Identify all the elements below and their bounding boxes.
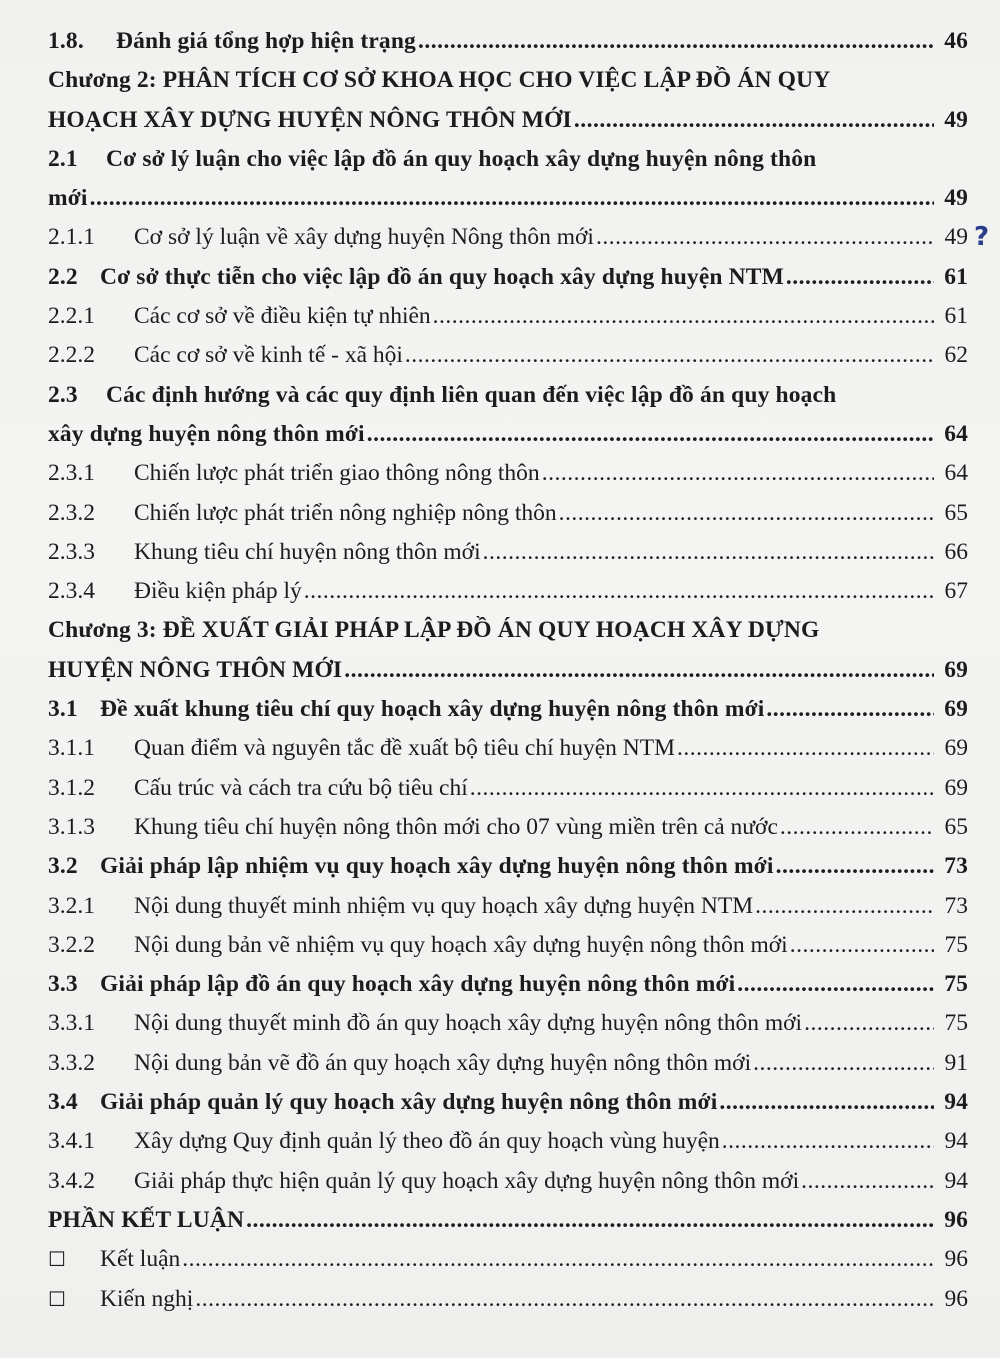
toc-page-number: 49 xyxy=(944,106,968,133)
toc-page-number: 67 xyxy=(944,578,968,605)
toc-title: Các định hướng và các quy định liên quan đến việc lập đồ án quy hoạch xyxy=(106,381,837,408)
toc-page-number: 69 xyxy=(944,774,968,801)
toc-number: 2.2.1 xyxy=(48,303,95,330)
toc-title: Điều kiện pháp lý xyxy=(134,578,302,605)
toc-number: 3.3 xyxy=(48,971,78,998)
toc-page-number: 94 xyxy=(944,1128,968,1155)
toc-page-number: 73 xyxy=(944,853,968,880)
toc-number: 2.3 xyxy=(48,381,78,408)
toc-number: 2.3.4 xyxy=(48,578,95,605)
toc-number: 3.3.2 xyxy=(48,1049,95,1076)
dot-leader xyxy=(801,1162,934,1201)
toc-entry-chapter-2-cont xyxy=(48,101,968,140)
toc-entry-2-1-1 xyxy=(48,218,968,257)
toc-title: Giải pháp quản lý quy hoạch xây dựng huyện nông thôn mới xyxy=(100,1089,718,1116)
toc-entry-2-3-1 xyxy=(48,454,968,493)
toc-entry-3-3-2 xyxy=(48,1044,968,1083)
toc-title: Đánh giá tổng hợp hiện trạng xyxy=(116,28,416,54)
toc-title: Quan điểm và nguyên tắc đề xuất bộ tiêu chí huyện NTM xyxy=(134,735,676,762)
dot-leader xyxy=(559,494,934,533)
toc-page-number: 64 xyxy=(944,420,968,447)
toc-entry-2-2-1 xyxy=(48,297,968,336)
dot-leader xyxy=(304,572,934,611)
toc-page-number: 75 xyxy=(944,1010,968,1037)
dot-leader xyxy=(574,101,934,140)
toc-title: Các cơ sở về điều kiện tự nhiên xyxy=(134,303,431,330)
toc-title: Nội dung bản vẽ nhiệm vụ quy hoạch xây dựng huyện nông thôn mới xyxy=(134,931,788,958)
toc-entry-3-1-3 xyxy=(48,808,968,847)
dot-leader xyxy=(804,1004,934,1043)
toc-number: 3.2.2 xyxy=(48,931,95,958)
dot-leader xyxy=(542,454,934,493)
dot-leader xyxy=(90,179,934,218)
dot-leader xyxy=(753,1044,934,1083)
toc-title: Kiến nghị xyxy=(100,1285,194,1312)
toc-entry-ket-luan xyxy=(48,1240,968,1279)
toc-number: 3.4.2 xyxy=(48,1167,95,1194)
toc-title: Cấu trúc và cách tra cứu bộ tiêu chí xyxy=(134,774,468,801)
toc-title: Nội dung bản vẽ đồ án quy hoạch xây dựng huyện nông thôn mới xyxy=(134,1049,752,1076)
toc-entry-2-3-4 xyxy=(48,572,968,611)
toc-entry-3-3-1 xyxy=(48,1004,968,1043)
toc-title: Chiến lược phát triển nông nghiệp nông thôn xyxy=(134,499,557,526)
toc-title: Chương 3: ĐỀ XUẤT GIẢI PHÁP LẬP ĐỒ ÁN QUY HOẠCH XÂY DỰNG xyxy=(48,617,820,644)
toc-entry-2-3 xyxy=(48,376,968,415)
dot-leader xyxy=(182,1240,934,1279)
toc-page-number: 49 xyxy=(944,185,968,212)
toc-entry-1-8 xyxy=(48,22,968,61)
toc-entry-2-1-cont xyxy=(48,179,968,218)
dot-leader xyxy=(719,1083,934,1122)
toc-title: xây dựng huyện nông thôn mới xyxy=(48,420,365,447)
toc-number: 2.3.3 xyxy=(48,538,95,565)
toc-page-number: 94 xyxy=(944,1089,968,1116)
toc-page-number: 61 xyxy=(944,263,968,290)
toc-number: 1.8. xyxy=(48,28,84,54)
toc-entry-chapter-3 xyxy=(48,611,968,650)
toc-title: Giải pháp lập đồ án quy hoạch xây dựng huyện nông thôn mới xyxy=(100,971,736,998)
toc-entry-conclusion xyxy=(48,1201,968,1240)
dot-leader xyxy=(776,847,934,886)
toc-page-number: 94 xyxy=(944,1167,968,1194)
toc-number: 3.1 xyxy=(48,696,78,723)
toc-page-number: 49 xyxy=(944,224,968,251)
toc-title: Xây dựng Quy định quản lý theo đồ án quy hoạch vùng huyện xyxy=(134,1128,720,1155)
toc-number: 3.2.1 xyxy=(48,892,95,919)
toc-page-number: 65 xyxy=(944,499,968,526)
dot-leader xyxy=(786,258,934,297)
toc-page-number: 75 xyxy=(944,971,968,998)
toc-number: 3.1.2 xyxy=(48,774,95,801)
toc-entry-3-2-1 xyxy=(48,887,968,926)
toc-page-number: 46 xyxy=(944,28,968,54)
toc-title: HUYỆN NÔNG THÔN MỚI xyxy=(48,656,343,683)
toc-number: 3.4.1 xyxy=(48,1128,95,1155)
toc-entry-chapter-3-cont xyxy=(48,651,968,690)
toc-number: 3.4 xyxy=(48,1089,78,1116)
toc-number: 2.3.1 xyxy=(48,460,95,487)
dot-leader xyxy=(790,926,934,965)
dot-leader xyxy=(433,297,934,336)
dot-leader xyxy=(405,336,934,375)
toc-entry-3-2 xyxy=(48,847,968,886)
toc-page-number: 66 xyxy=(944,538,968,565)
toc-entry-3-1 xyxy=(48,690,968,729)
dot-leader xyxy=(470,769,934,808)
toc-number: 3.3.1 xyxy=(48,1010,95,1037)
toc-title: Giải pháp thực hiện quản lý quy hoạch xây dựng huyện nông thôn mới xyxy=(134,1167,800,1194)
toc-number: 2.3.2 xyxy=(48,499,95,526)
dot-leader xyxy=(418,22,934,61)
toc-entry-3-4 xyxy=(48,1083,968,1122)
toc-page-number: 75 xyxy=(944,931,968,958)
toc-entry-3-2-2 xyxy=(48,926,968,965)
toc-title: mới xyxy=(48,185,88,212)
toc-title: Cơ sở lý luận cho việc lập đồ án quy hoạch xây dựng huyện nông thôn xyxy=(106,145,817,172)
toc-entry-2-2-2 xyxy=(48,336,968,375)
dot-leader xyxy=(246,1201,934,1240)
toc-entry-3-1-2 xyxy=(48,769,968,808)
dot-leader xyxy=(722,1122,934,1161)
checkbox-bullet-icon: ☐ xyxy=(48,1249,66,1272)
toc-entry-2-3-2 xyxy=(48,494,968,533)
toc-entry-3-4-2 xyxy=(48,1162,968,1201)
toc-page-number: 69 xyxy=(944,696,968,723)
toc-number: 2.1 xyxy=(48,145,78,172)
toc-number: 3.2 xyxy=(48,853,78,880)
dot-leader xyxy=(195,1280,934,1319)
toc-page-number: 96 xyxy=(944,1285,968,1312)
dot-leader xyxy=(483,533,934,572)
toc-page-number: 69 xyxy=(944,656,968,683)
toc-title: Các cơ sở về kinh tế - xã hội xyxy=(134,342,403,369)
toc-entry-3-1-1 xyxy=(48,729,968,768)
toc-page-number: 65 xyxy=(944,813,968,840)
toc-title: HOẠCH XÂY DỰNG HUYỆN NÔNG THÔN MỚI xyxy=(48,106,572,133)
toc-number: 2.1.1 xyxy=(48,224,95,251)
toc-title: Chiến lược phát triển giao thông nông thôn xyxy=(134,460,540,487)
checkbox-bullet-icon: ☐ xyxy=(48,1288,66,1311)
toc-title: PHẦN KẾT LUẬN xyxy=(48,1206,245,1233)
toc-entry-3-3 xyxy=(48,965,968,1004)
toc-page-number: 96 xyxy=(944,1246,968,1273)
toc-title: Chương 2: PHÂN TÍCH CƠ SỞ KHOA HỌC CHO VIỆC LẬP ĐỒ ÁN QUY xyxy=(48,67,831,94)
toc-entry-2-3-3 xyxy=(48,533,968,572)
toc-entry-chapter-2 xyxy=(48,61,968,100)
toc-title: Khung tiêu chí huyện nông thôn mới cho 07 vùng miền trên cả nước xyxy=(134,813,778,840)
handwritten-pen-mark: ? xyxy=(974,222,990,252)
dot-leader xyxy=(596,218,934,257)
toc-entry-3-4-1 xyxy=(48,1122,968,1161)
dot-leader xyxy=(780,808,934,847)
toc-number: 3.1.1 xyxy=(48,735,95,762)
toc-number: 2.2.2 xyxy=(48,342,95,369)
toc-title: Cơ sở lý luận về xây dựng huyện Nông thôn mới xyxy=(134,224,594,251)
toc-entry-2-2 xyxy=(48,258,968,297)
toc-title: Khung tiêu chí huyện nông thôn mới xyxy=(134,538,481,565)
toc-entry-kien-nghi xyxy=(48,1280,968,1319)
toc-page-number: 69 xyxy=(944,735,968,762)
toc-title: Nội dung thuyết minh nhiệm vụ quy hoạch xây dựng huyện NTM xyxy=(134,892,754,919)
table-of-contents xyxy=(48,22,968,1319)
toc-page-number: 91 xyxy=(944,1049,968,1076)
dot-leader xyxy=(755,887,934,926)
toc-title: Đề xuất khung tiêu chí quy hoạch xây dựng huyện nông thôn mới xyxy=(100,696,765,723)
toc-title: Cơ sở thực tiễn cho việc lập đồ án quy hoạch xây dựng huyện NTM xyxy=(100,263,784,290)
toc-number: 2.2 xyxy=(48,263,78,290)
dot-leader xyxy=(737,965,934,1004)
toc-page-number: 62 xyxy=(944,342,968,369)
toc-page-number: 73 xyxy=(944,892,968,919)
toc-page-number: 61 xyxy=(944,303,968,330)
dot-leader xyxy=(344,651,934,690)
toc-title: Nội dung thuyết minh đồ án quy hoạch xây dựng huyện nông thôn mới xyxy=(134,1010,803,1037)
toc-page-number: 96 xyxy=(944,1206,968,1233)
toc-entry-2-3-cont xyxy=(48,415,968,454)
toc-title: Giải pháp lập nhiệm vụ quy hoạch xây dựng huyện nông thôn mới xyxy=(100,853,774,880)
dot-leader xyxy=(766,690,934,729)
dot-leader xyxy=(677,729,934,768)
toc-entry-2-1 xyxy=(48,140,968,179)
toc-title: Kết luận xyxy=(100,1246,181,1273)
toc-page-number: 64 xyxy=(944,460,968,487)
dot-leader xyxy=(367,415,934,454)
toc-number: 3.1.3 xyxy=(48,813,95,840)
